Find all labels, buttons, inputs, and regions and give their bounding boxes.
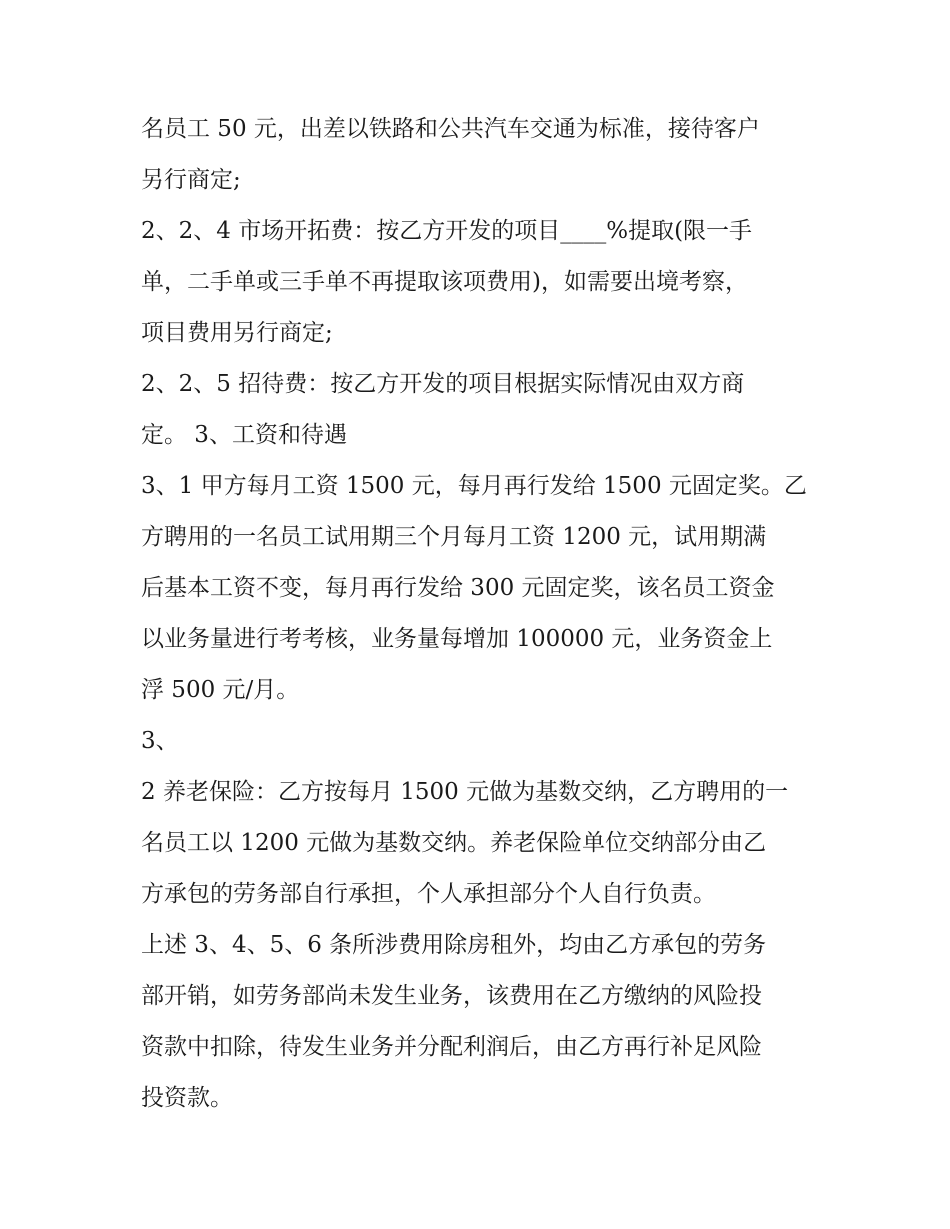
text-line: 方聘用的一名员工试用期三个月每月工资 1200 元，试用期满 — [141, 524, 767, 550]
text-line: 投资款。 — [141, 1085, 233, 1111]
text-line: 2 养老保险：乙方按每月 1500 元做为基数交纳，乙方聘用的一 — [141, 779, 789, 805]
text-line: 上述 3、4、5、6 条所涉费用除房租外，均由乙方承包的劳务 — [141, 932, 767, 958]
text-line: 以业务量进行考考核，业务量每增加 100000 元，业务资金上 — [141, 626, 773, 652]
text-line: 2、2、4 市场开拓费：按乙方开发的项目____%提取(限一手 — [141, 218, 753, 244]
text-line: 名员工 50 元，出差以铁路和公共汽车交通为标准，接待客户 — [141, 116, 760, 142]
text-line: 部开销，如劳务部尚未发生业务，该费用在乙方缴纳的风险投 — [141, 983, 762, 1009]
text-line: 浮 500 元/月。 — [141, 677, 300, 703]
text-line: 项目费用另行商定; — [141, 320, 333, 346]
text-line: 3、 — [141, 728, 179, 754]
text-line: 单，二手单或三手单不再提取该项费用)，如需要出境考察， — [141, 269, 748, 295]
text-line: 后基本工资不变，每月再行发给 300 元固定奖，该名员工资金 — [141, 575, 775, 601]
document-body — [141, 104, 821, 1124]
text-line: 方承包的劳务部自行承担，个人承担部分个人自行负责。 — [141, 881, 716, 907]
text-line: 资款中扣除，待发生业务并分配利润后，由乙方再行补足风险 — [141, 1034, 762, 1060]
text-line: 定。 3、工资和待遇 — [141, 422, 347, 448]
text-line: 另行商定; — [141, 167, 241, 193]
text-line: 3、1 甲方每月工资 1500 元，每月再行发给 1500 元固定奖。乙 — [141, 473, 807, 499]
text-line: 名员工以 1200 元做为基数交纳。养老保险单位交纳部分由乙 — [141, 830, 767, 856]
text-line: 2、2、5 招待费：按乙方开发的项目根据实际情况由双方商 — [141, 371, 745, 397]
